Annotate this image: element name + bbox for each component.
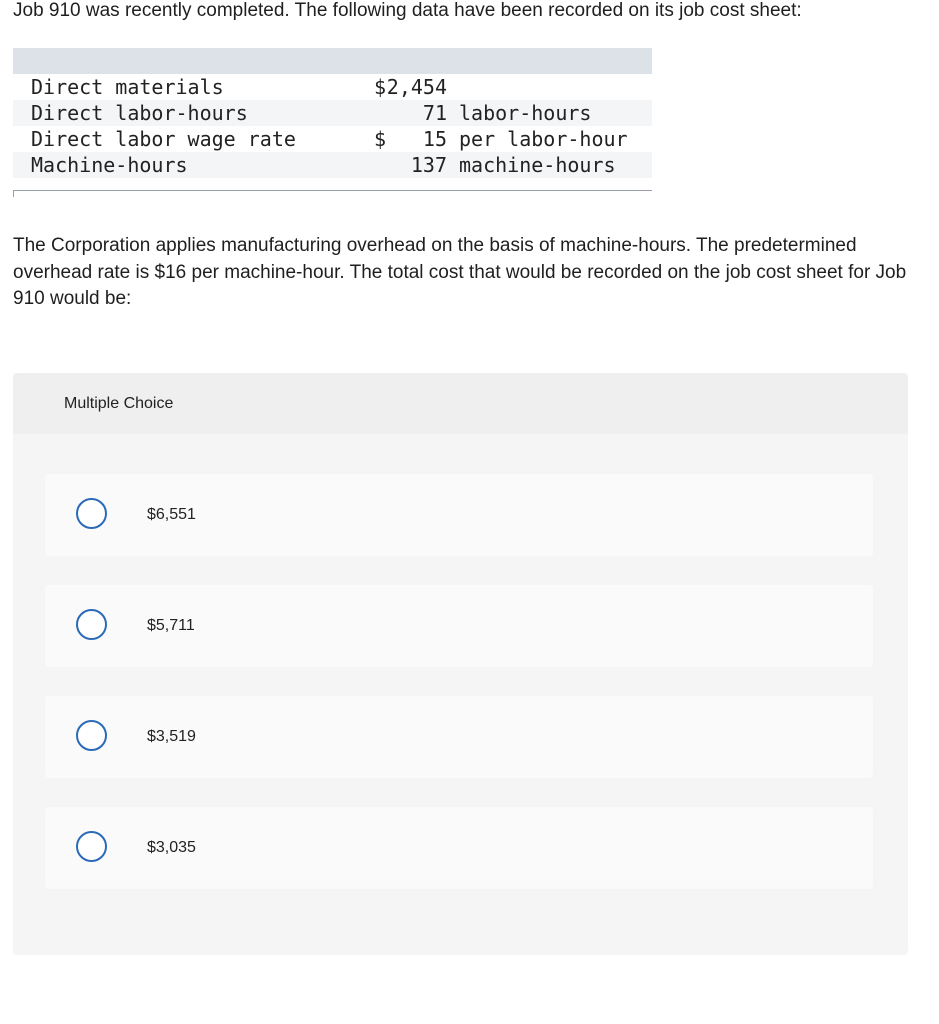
multiple-choice-panel [13, 373, 908, 955]
radio-button-icon[interactable] [76, 831, 107, 862]
answer-option-3[interactable] [45, 696, 873, 778]
row-value: 15 [422, 127, 447, 151]
answer-option-label: $3,519 [147, 728, 196, 745]
row-label: Direct materials [31, 75, 224, 99]
answer-option-4[interactable] [45, 807, 873, 889]
table-left-tick [13, 190, 14, 197]
row-label: Direct labor-hours [31, 101, 248, 125]
answer-option-label: $3,035 [147, 839, 196, 856]
question-text: The Corporation applies manufacturing overhead on the basis of machine-hours. The predetermined overhead rate is $16 per machine-hour. The total cost that would be recorded on the job cost sheet for Job 910 would be: [13, 235, 907, 309]
answer-option-1[interactable] [45, 474, 873, 556]
table-row-direct-materials [13, 74, 652, 100]
row-value: 137 [410, 153, 447, 177]
row-currency: $ [374, 75, 387, 99]
row-unit: per labor-hour [459, 127, 628, 151]
multiple-choice-header [13, 373, 908, 434]
job-cost-table [13, 48, 652, 196]
radio-button-icon[interactable] [76, 609, 107, 640]
radio-button-icon[interactable] [76, 498, 107, 529]
row-value: 2,454 [386, 75, 447, 99]
row-unit: machine-hours [459, 153, 616, 177]
row-currency: $ [374, 127, 387, 151]
answer-option-2[interactable] [45, 585, 873, 667]
row-label: Machine-hours [31, 153, 188, 177]
table-row-machine-hours [13, 152, 652, 178]
table-header-band [13, 48, 652, 74]
row-unit: labor-hours [459, 101, 592, 125]
radio-button-icon[interactable] [76, 720, 107, 751]
table-row-direct-labor-wage-rate [13, 126, 652, 152]
table-bottom-rule [13, 190, 652, 191]
row-label: Direct labor wage rate [31, 127, 296, 151]
intro-text: Job 910 was recently completed. The following data have been recorded on its job cost sheet: [13, 0, 802, 21]
answer-option-label: $6,551 [147, 506, 196, 523]
row-value: 71 [422, 101, 447, 125]
answer-option-label: $5,711 [147, 617, 195, 634]
table-row-direct-labor-hours [13, 100, 652, 126]
multiple-choice-title: Multiple Choice [64, 395, 174, 412]
